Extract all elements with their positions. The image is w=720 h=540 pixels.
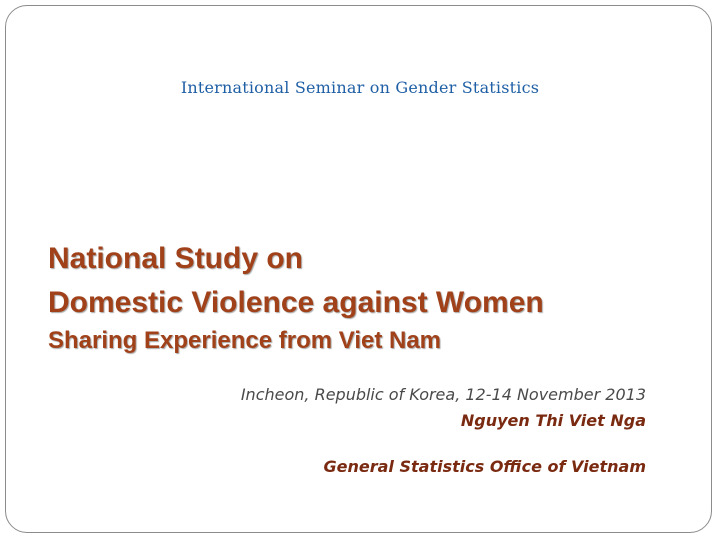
- seminar-title: International Seminar on Gender Statistics: [180, 78, 540, 97]
- location-date: Incheon, Republic of Korea, 12-14 November 2013: [240, 385, 646, 404]
- presentation-title: [48, 241, 544, 355]
- author-name: Nguyen Thi Viet Nga: [460, 411, 646, 430]
- title-line-domestic-violence: Domestic Violence against Women: [48, 286, 544, 319]
- organization-name: General Statistics Office of Vietnam: [323, 457, 646, 476]
- subtitle-sharing-experience: Sharing Experience from Viet Nam: [48, 327, 442, 354]
- presentation-meta: [241, 382, 646, 480]
- title-line-national-study: National Study on: [48, 242, 303, 275]
